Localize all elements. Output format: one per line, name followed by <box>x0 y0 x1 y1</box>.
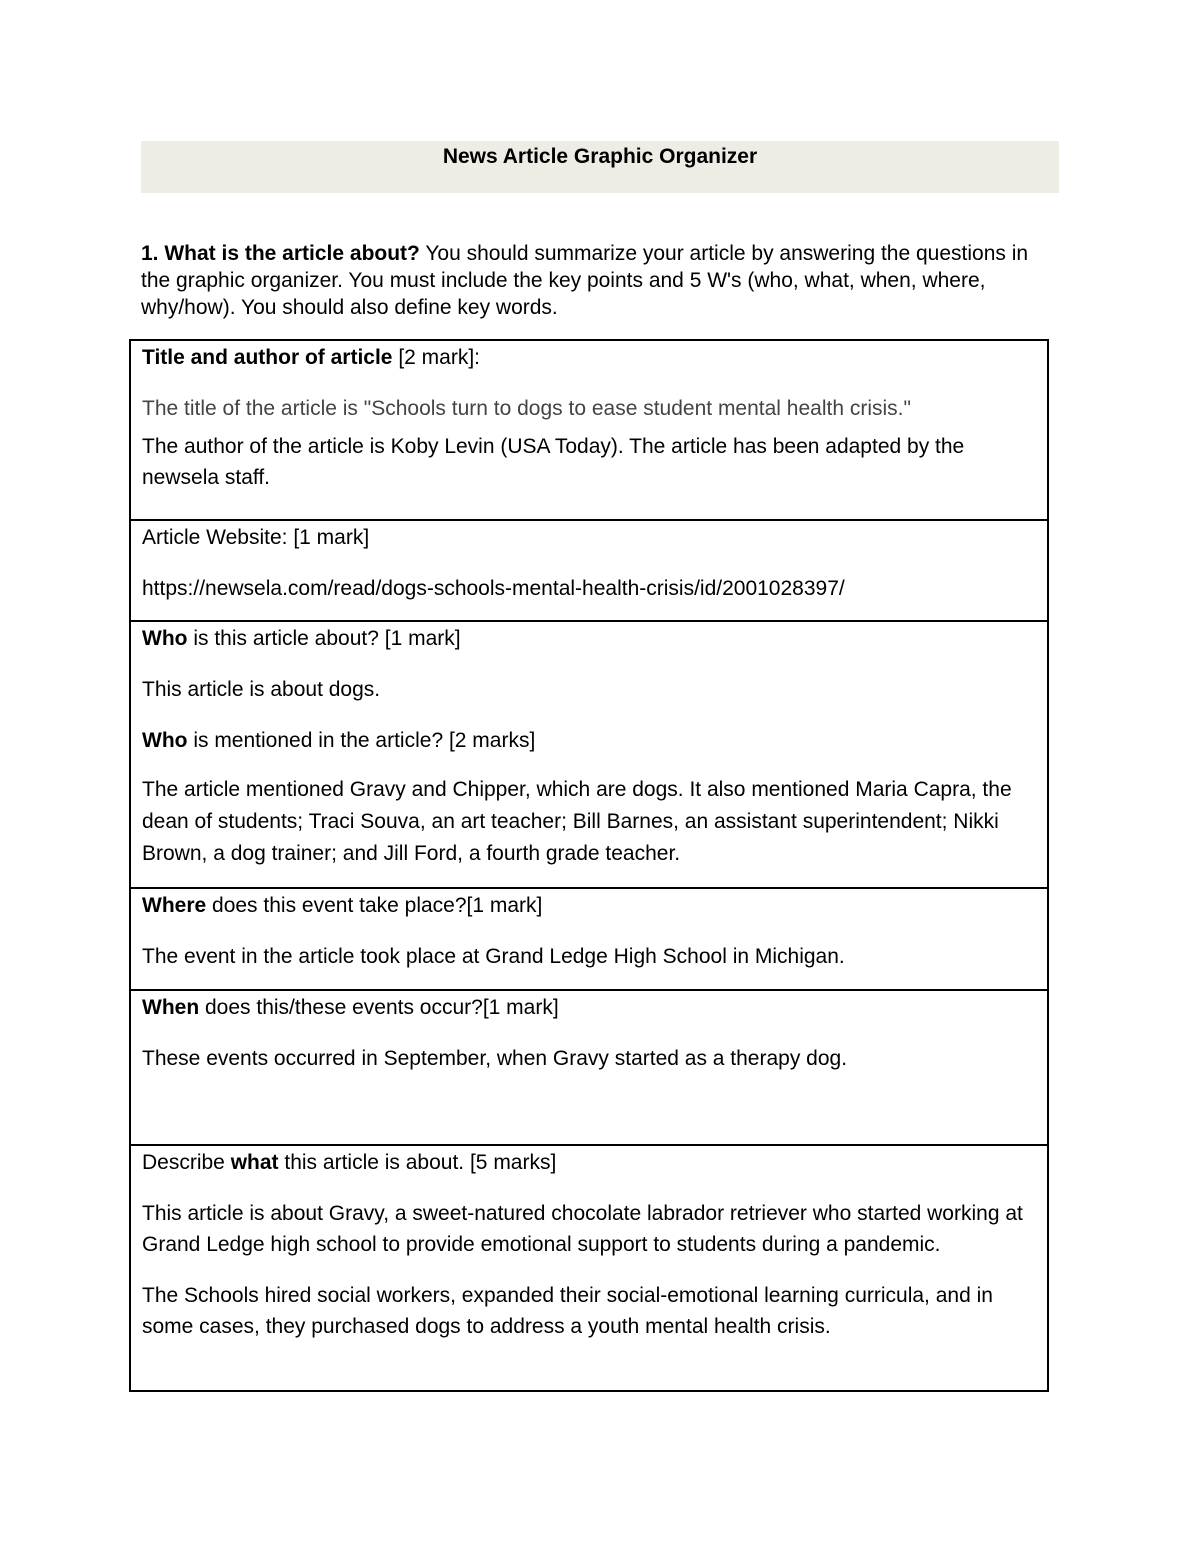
where-question <box>142 890 1035 921</box>
title-author-cell <box>130 340 1048 520</box>
website-answer: https://newsela.com/read/dogs-schools-mental-health-crisis/id/2001028397/ <box>142 577 845 600</box>
question-rest: does this event take place?[1 mark] <box>206 894 543 917</box>
when-answer: These events occurred in September, when Gravy started as a therapy dog. <box>142 1047 848 1070</box>
organizer-table <box>129 339 1049 1392</box>
what-question <box>142 1147 1035 1178</box>
question-rest: this article is about. [5 marks] <box>278 1151 557 1174</box>
table-row <box>130 888 1048 990</box>
table-row <box>130 520 1048 621</box>
question-bold: When <box>142 996 200 1019</box>
where-answer: The event in the article took place at Grand Ledge High School in Michigan. <box>142 945 845 968</box>
when-cell <box>130 990 1048 1145</box>
website-question: Article Website: [1 mark] <box>142 526 370 549</box>
question-rest: is mentioned in the article? [2 marks] <box>187 729 536 752</box>
page-title: News Article Graphic Organizer <box>442 145 758 168</box>
title-author-question <box>142 342 1035 373</box>
intro-question: 1. What is the article about? <box>141 242 420 265</box>
website-cell <box>130 520 1048 621</box>
who-answer: This article is about dogs. <box>142 678 381 701</box>
title-answer: The title of the article is "Schools turn to dogs to ease student mental health crisis." <box>142 397 911 420</box>
table-row <box>130 340 1048 520</box>
question-bold: Who <box>142 729 188 752</box>
what-answer-2: The Schools hired social workers, expanded their social-emotional learning curricula, and in some cases, they purchased dogs to address a youth mental health crisis. <box>142 1284 993 1338</box>
who-mentioned-question <box>142 725 1035 756</box>
what-answer-1: This article is about Gravy, a sweet-natured chocolate labrador retriever who started working at Grand Ledge high school to provide emotional support to students during a pandemic. <box>142 1202 1023 1256</box>
intro-instructions <box>141 240 1041 321</box>
author-answer: The author of the article is Koby Levin (USA Today). The article has been adapted by the newsela staff. <box>142 435 965 489</box>
title-banner <box>141 141 1059 193</box>
who-mentioned-answer: The article mentioned Gravy and Chipper, which are dogs. It also mentioned Maria Capra, the dean of students; Traci Souva, an art teacher; Bill Barnes, an assistant superintendent; Nikki Brown, a dog trainer; and Jill Ford, a fourth grade teacher. <box>142 778 1012 865</box>
question-rest: does this/these events occur?[1 mark] <box>199 996 559 1019</box>
question-pre: Describe <box>142 1151 231 1174</box>
table-row <box>130 990 1048 1145</box>
question-bold: Where <box>142 894 207 917</box>
table-row <box>130 621 1048 888</box>
question-bold: what <box>230 1151 279 1174</box>
who-cell <box>130 621 1048 888</box>
question-rest: [2 mark]: <box>392 346 481 369</box>
who-question <box>142 623 1035 654</box>
table-row <box>130 1145 1048 1391</box>
question-rest: is this article about? [1 mark] <box>187 627 461 650</box>
intro-text: You should summarize your article by answering the questions in the graphic organizer. You must include the key points and 5 W's (who, what, when, where, why/how). You should also define key words. <box>141 242 1029 319</box>
question-bold: Who <box>142 627 188 650</box>
where-cell <box>130 888 1048 990</box>
what-cell <box>130 1145 1048 1391</box>
when-question <box>142 992 1035 1023</box>
question-bold: Title and author of article <box>142 346 393 369</box>
